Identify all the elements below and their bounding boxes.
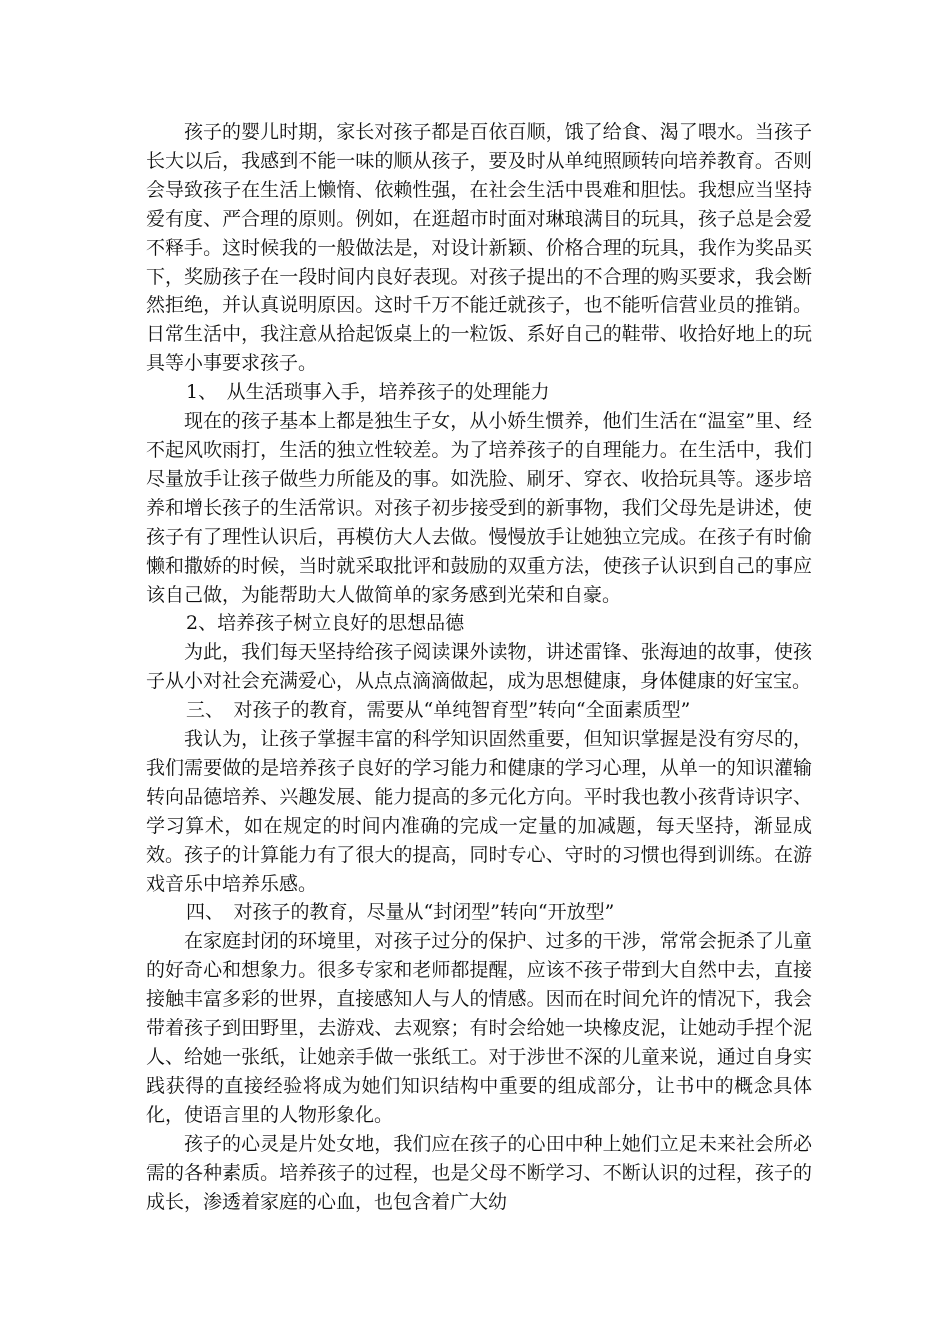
paragraph-intro: 孩子的婴儿时期，家长对孩子都是百依百顺，饿了给食、渴了喂水。当孩子长大以后，我感到不能一味的顺从孩子，要及时从单纯照顾转向培养教育。否则会导致孩子在生活上懒惰、依赖性强，在社会生活中畏难和胆怯。我想应当坚持爱有度、严合理的原则。例如，在逛超市时面对琳琅满目的玩具，孩子总是会爱不释手。这时候我的一般做法是，对设计新颖、价格合理的玩具，我作为奖品买下，奖励孩子在一段时间内良好表现。对孩子提出的不合理的购买要求，我会断然拒绝，并认真说明原因。这时千万不能迁就孩子，也不能听信营业员的推销。日常生活中，我注意从拾起饭桌上的一粒饭、系好自己的鞋带、收拾好地上的玩具等小事要求孩子。 (146, 121, 812, 375)
paragraph-3: 我认为，让孩子掌握丰富的科学知识固然重要，但知识掌握是没有穷尽的，我们需要做的是培养孩子良好的学习能力和健康的学习心理，从单一的知识灌输转向品德培养、兴趣发展、能力提高的多元化方向。平时我也教小孩背诗识字、学习算术，如在规定的时间内准确的完成一定量的加减题，每天坚持，渐显成效。孩子的计算能力有了很大的提高，同时专心、守时的习惯也得到训练。在游戏音乐中培养乐感。 (146, 728, 812, 895)
paragraph-closing: 孩子的心灵是片处女地，我们应在孩子的心田中种上她们立足未来社会所必需的各种素质。培养孩子的过程，也是父母不断学习、不断认识的过程，孩子的成长，渗透着家庭的心血，也包含着广大幼 (146, 1132, 812, 1213)
heading-4: 四、 对孩子的教育，尽量从“封闭型”转向“开放型” (186, 901, 615, 924)
paragraph-1: 现在的孩子基本上都是独生子女，从小娇生惯养，他们生活在“温室”里、经不起风吹雨打，生活的独立性较差。为了培养孩子的自理能力。在生活中，我们尽量放手让孩子做些力所能及的事。如洗脸、刷牙、穿衣、收拾玩具等。逐步培养和增长孩子的生活常识。对孩子初步接受到的新事物，我们父母先是讲述，使孩子有了理性认识后，再模仿大人去做。慢慢放手让她独立完成。在孩子有时偷懒和撒娇的时候，当时就采取批评和鼓励的双重方法，使孩子认识到自己的事应该自己做，为能帮助大人做简单的家务感到光荣和自豪。 (146, 410, 812, 606)
heading-3: 三、 对孩子的教育，需要从“单纯智育型”转向“全面素质型” (186, 699, 691, 722)
heading-2: 2、培养孩子树立良好的思想品德 (186, 612, 465, 635)
heading-1: 1、 从生活琐事入手，培养孩子的处理能力 (186, 381, 550, 404)
document-body (146, 118, 812, 1216)
paragraph-2: 为此，我们每天坚持给孩子阅读课外读物，讲述雷锋、张海迪的故事，使孩子从小对社会充满爱心，从点点滴滴做起，成为思想健康，身体健康的好宝宝。 (146, 641, 812, 693)
paragraph-4: 在家庭封闭的环境里，对孩子过分的保护、过多的干涉，常常会扼杀了儿童的好奇心和想象力。很多专家和老师都提醒，应该不孩子带到大自然中去，直接接触丰富多彩的世界，直接感知人与人的情感。因而在时间允许的情况下，我会带着孩子到田野里，去游戏、去观察；有时会给她一块橡皮泥，让她动手捏个泥人、给她一张纸，让她亲手做一张纸工。对于涉世不深的儿童来说，通过自身实践获得的直接经验将成为她们知识结构中重要的组成部分，让书中的概念具体化，使语言里的人物形象化。 (146, 930, 812, 1126)
